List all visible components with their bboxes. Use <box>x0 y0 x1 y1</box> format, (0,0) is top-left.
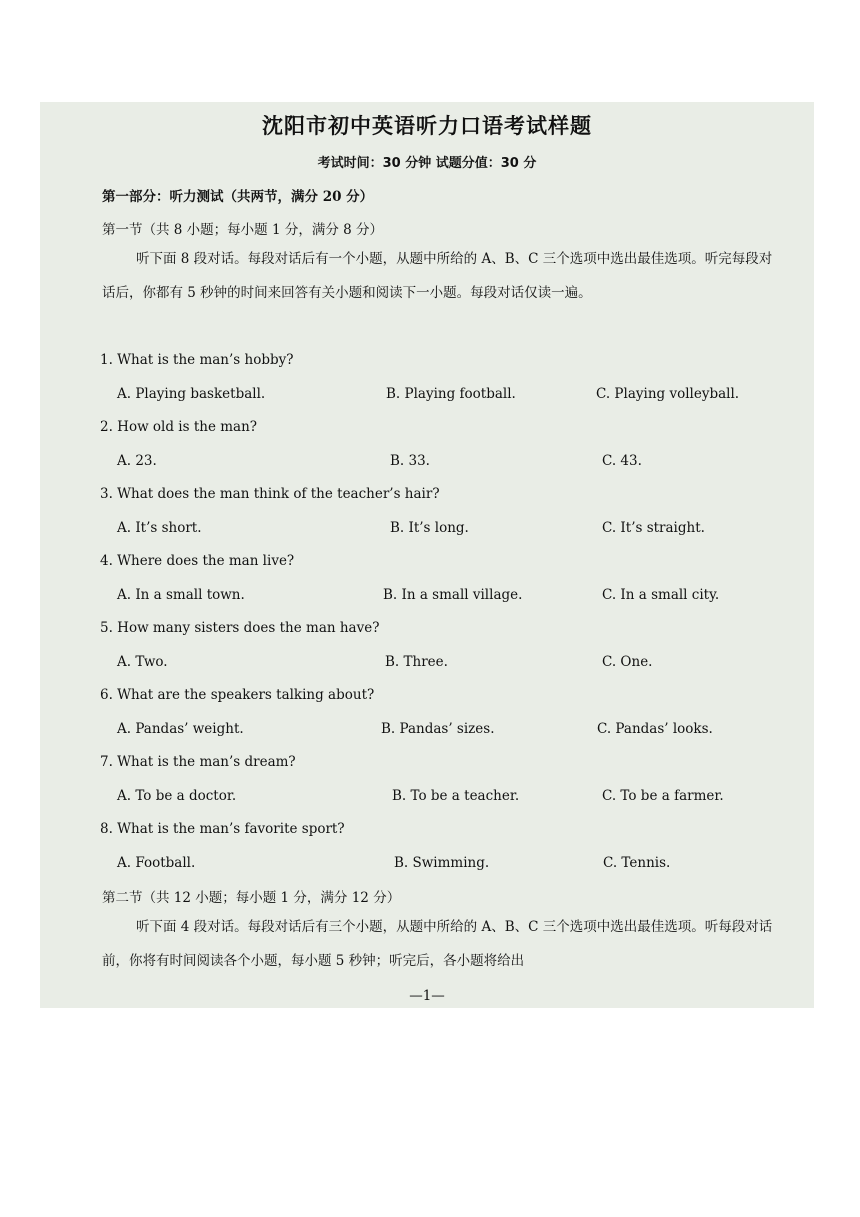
q3-option-c: C. It’s straight. <box>602 520 705 536</box>
part1-heading: 第一部分：听力测试（共两节，满分 20 分） <box>102 189 374 205</box>
page-number: —1— <box>409 988 445 1004</box>
q1-option-b: B. Playing football. <box>386 386 516 402</box>
q3-option-b: B. It’s long. <box>390 520 469 536</box>
q4-option-b: B. In a small village. <box>383 587 523 603</box>
q8-option-b: B. Swimming. <box>394 855 490 871</box>
section1-heading: 第一节（共 8 小题；每小题 1 分，满分 8 分） <box>102 222 384 238</box>
exam-title: 沈阳市初中英语听力口语考试样题 <box>262 114 592 138</box>
q2-option-c: C. 43. <box>602 453 642 469</box>
question-8: 8. What is the man’s favorite sport? <box>100 821 345 837</box>
question-1: 1. What is the man’s hobby? <box>100 352 294 368</box>
q5-option-c: C. One. <box>602 654 653 670</box>
q1-option-a: A. Playing basketball. <box>117 386 266 402</box>
q3-option-a: A. It’s short. <box>117 520 202 536</box>
q5-option-b: B. Three. <box>385 654 448 670</box>
q6-option-a: A. Pandas’ weight. <box>117 721 244 737</box>
question-2: 2. How old is the man? <box>100 419 258 435</box>
q6-option-c: C. Pandas’ looks. <box>597 721 713 737</box>
q7-option-b: B. To be a teacher. <box>392 788 520 804</box>
q6-option-b: B. Pandas’ sizes. <box>381 721 495 737</box>
q7-option-a: A. To be a doctor. <box>117 788 237 804</box>
exam-subtitle: 考试时间：30 分钟 试题分值：30 分 <box>317 156 537 171</box>
section2-instructions: 听下面 4 段对话。每段对话后有三个小题，从题中所给的 A、B、C 三个选项中选出最佳选项。听每段对话前，你将有时间阅读各个小题，每小题 5 秒钟；听完后，各小题将给出 <box>102 919 773 969</box>
question-3: 3. What does the man think of the teacher’s hair? <box>100 486 440 502</box>
q1-option-c: C. Playing volleyball. <box>596 386 740 402</box>
q5-option-a: A. Two. <box>117 654 168 670</box>
section2-heading: 第二节（共 12 小题；每小题 1 分，满分 12 分） <box>102 890 401 906</box>
question-7: 7. What is the man’s dream? <box>100 754 296 770</box>
question-4: 4. Where does the man live? <box>100 553 295 569</box>
question-6: 6. What are the speakers talking about? <box>100 687 375 703</box>
q7-option-c: C. To be a farmer. <box>602 788 724 804</box>
q4-option-a: A. In a small town. <box>117 587 245 603</box>
q2-option-a: A. 23. <box>117 453 157 469</box>
exam-page <box>40 102 814 1008</box>
q8-option-a: A. Football. <box>117 855 196 871</box>
question-5: 5. How many sisters does the man have? <box>100 620 380 636</box>
q4-option-c: C. In a small city. <box>602 587 720 603</box>
section1-instructions: 听下面 8 段对话。每段对话后有一个小题，从题中所给的 A、B、C 三个选项中选出最佳选项。听完每段对话后，你都有 5 秒钟的时间来回答有关小题和阅读下一小题。每段对话仅读一遍。 <box>102 251 773 301</box>
q8-option-c: C. Tennis. <box>603 855 671 871</box>
q2-option-b: B. 33. <box>390 453 430 469</box>
